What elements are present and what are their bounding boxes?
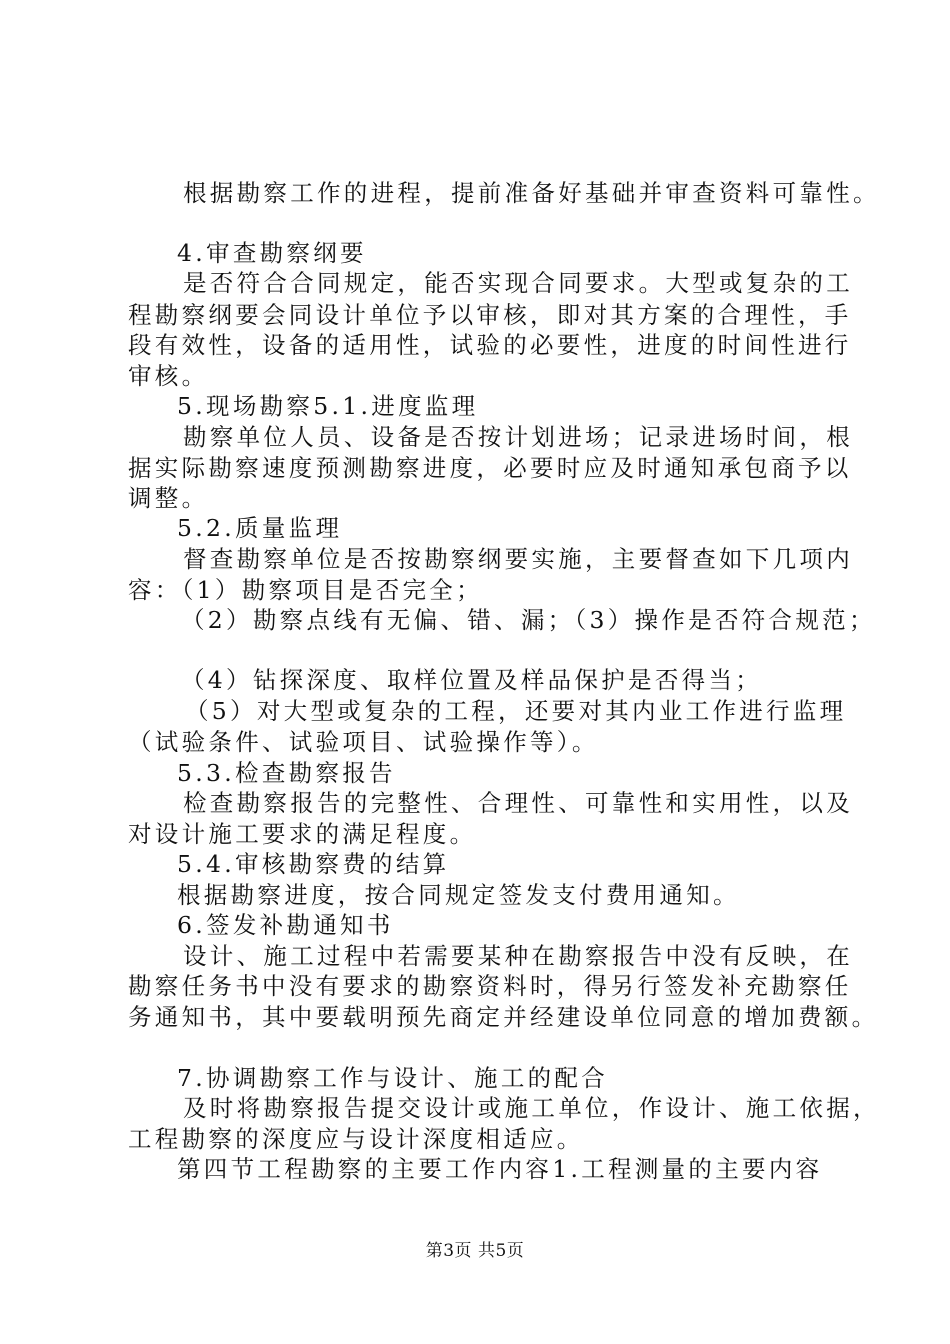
paragraph-line: （试验条件、试验项目、试验操作等）。 xyxy=(128,728,599,756)
paragraph-line: 工程勘察的深度应与设计深度相适应。 xyxy=(128,1125,584,1153)
paragraph-line: 调整。 xyxy=(128,484,209,512)
section-heading: 7.协调勘察工作与设计、施工的配合 xyxy=(177,1064,609,1092)
paragraph-line: 督查勘察单位是否按勘察纲要实施，主要督查如下几项内 xyxy=(183,545,853,573)
paragraph-line: 据实际勘察速度预测勘察进度，必要时应及时通知承包商予以 xyxy=(128,454,852,482)
paragraph-line: 设计、施工过程中若需要某种在勘察报告中没有反映，在 xyxy=(183,942,853,970)
paragraph-line: （5）对大型或复杂的工程，还要对其内业工作进行监理 xyxy=(185,697,847,725)
section-heading: 6.签发补勘通知书 xyxy=(177,911,394,939)
paragraph-line: 检查勘察报告的完整性、合理性、可靠性和实用性，以及 xyxy=(183,789,853,817)
paragraph-line: （4）钻探深度、取样位置及样品保护是否得当； xyxy=(181,666,763,694)
paragraph-line: 勘察任务书中没有要求的勘察资料时，得另行签发补充勘察任 xyxy=(128,972,852,1000)
paragraph-line: 务通知书，其中要载明预先商定并经建设单位同意的增加费额。 xyxy=(128,1003,879,1031)
paragraph-line: 及时将勘察报告提交设计或施工单位，作设计、施工依据， xyxy=(183,1094,880,1122)
section-heading: 5.现场勘察5.1.进度监理 xyxy=(177,392,479,420)
section-heading: 5.2.质量监理 xyxy=(177,514,343,542)
paragraph-line: 勘察单位人员、设备是否按计划进场；记录进场时间，根 xyxy=(183,423,853,451)
page-number-footer: 第3页 共5页 xyxy=(425,1241,525,1261)
section-heading: 第四节工程勘察的主要工作内容1.工程测量的主要内容 xyxy=(177,1155,823,1183)
paragraph-line: （2）勘察点线有无偏、错、漏；（3）操作是否符合规范； xyxy=(181,606,876,634)
section-heading: 5.3.检查勘察报告 xyxy=(177,759,396,787)
section-heading: 4.审查勘察纲要 xyxy=(177,239,367,267)
paragraph-line: 程勘察纲要会同设计单位予以审核，即对其方案的合理性，手 xyxy=(128,301,852,329)
paragraph-line: 根据勘察进度，按合同规定签发支付费用通知。 xyxy=(177,881,740,909)
paragraph-line: 段有效性，设备的适用性，试验的必要性，进度的时间性进行 xyxy=(128,331,852,359)
paragraph-line: 审核。 xyxy=(128,362,209,390)
paragraph-line: 是否符合合同规定，能否实现合同要求。大型或复杂的工 xyxy=(183,269,853,297)
paragraph-line: 根据勘察工作的进程，提前准备好基础并审查资料可靠性。 xyxy=(183,179,880,207)
paragraph-line: 对设计施工要求的满足程度。 xyxy=(128,820,477,848)
section-heading: 5.4.审核勘察费的结算 xyxy=(177,850,450,878)
paragraph-line: 容：（1）勘察项目是否完全； xyxy=(128,576,483,604)
